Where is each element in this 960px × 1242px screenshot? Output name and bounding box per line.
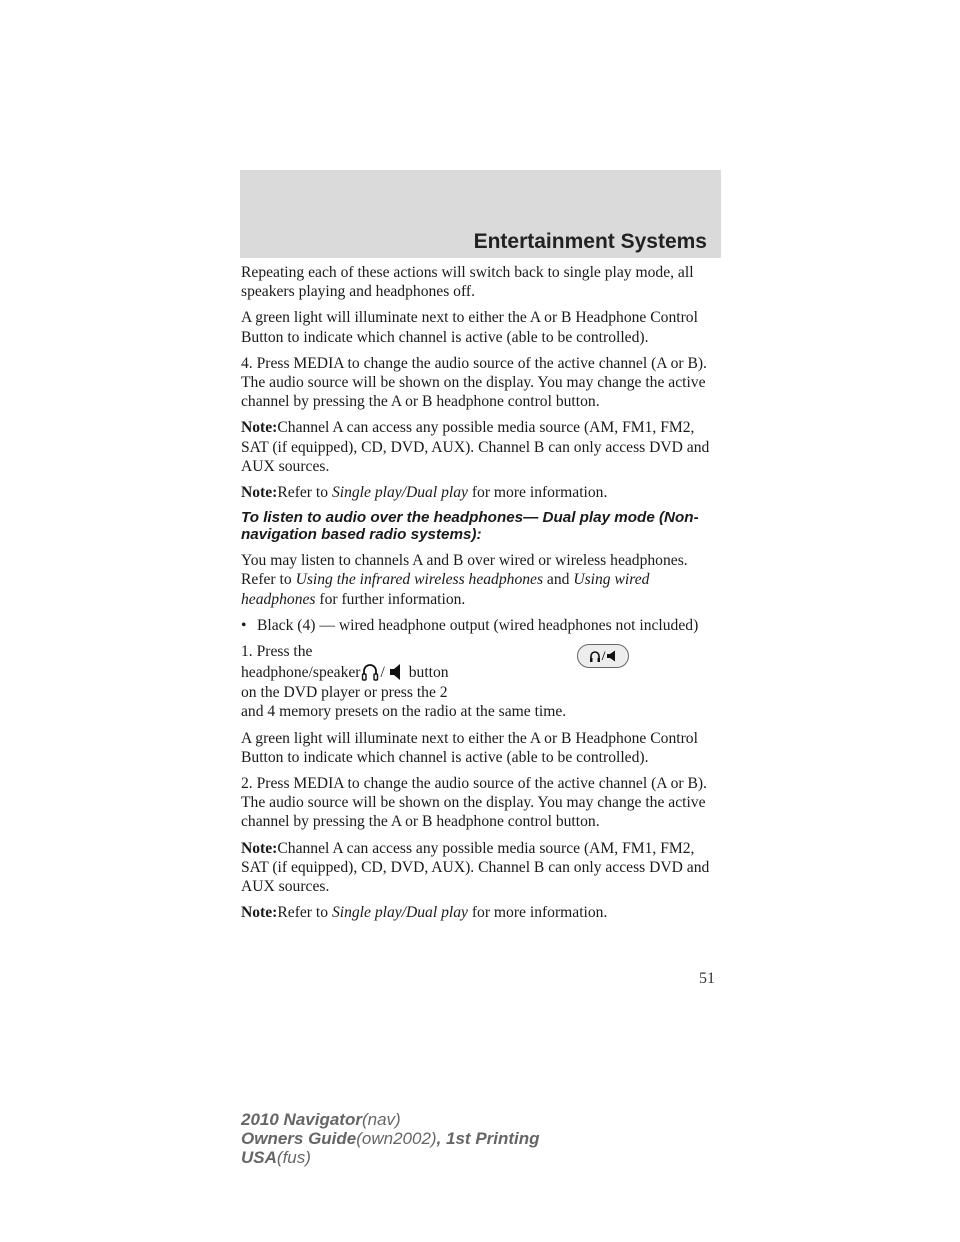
paragraph: 4. Press MEDIA to change the audio source of the active channel (A or B). The audio source will be shown on the display. You may change the active channel by pressing the A or B headphone control button.	[241, 354, 707, 411]
paragraph	[241, 551, 723, 609]
paragraph: A green light will illuminate next to either the A or B Headphone Control Button to indicate which channel is active (able to be controlled).	[241, 309, 698, 346]
step-text: headphone/speaker	[241, 663, 361, 681]
note-text: Refer to	[277, 904, 332, 922]
headphone-icon	[589, 649, 601, 663]
print-footer	[241, 1110, 540, 1167]
step-text: button	[404, 663, 449, 681]
step-text: and 4 memory presets on the radio at the same time.	[241, 703, 567, 721]
footer-printing: , 1st Printing	[436, 1129, 540, 1148]
note-label: Note:	[241, 484, 278, 502]
page-number: 51	[699, 970, 715, 987]
paragraph: A green light will illuminate next to either the A or B Headphone Control Button to indicate which channel is active (able to be controlled).	[241, 729, 698, 766]
note-text: Channel A can access any possible media source (AM, FM1, FM2, SAT (if equipped), CD, DVD, AUX). Channel B can only access DVD and AUX sources.	[241, 839, 710, 896]
step-text: 1. Press the	[241, 643, 313, 661]
paragraph: Repeating each of these actions will switch back to single play mode, all speakers playing and headphones off.	[241, 264, 694, 301]
icon-separator: /	[601, 648, 606, 664]
note	[241, 839, 723, 897]
cross-reference: Using wired headphones	[241, 571, 650, 608]
footer-guide: Owners Guide	[241, 1129, 357, 1148]
footer-region: USA	[241, 1148, 277, 1167]
note-text: for more information.	[467, 484, 608, 502]
icon-separator: /	[380, 663, 385, 681]
step-1	[241, 642, 723, 722]
footer-line	[241, 1110, 540, 1129]
footer-line	[241, 1148, 540, 1167]
subheading: To listen to audio over the headphones— Dual play mode (Non-navigation based radio systems):	[241, 509, 699, 544]
note-text: Refer to	[277, 484, 332, 502]
note	[241, 418, 723, 476]
paragraph: 2. Press MEDIA to change the audio source of the active channel (A or B). The audio source will be shown on the display. You may change the active channel by pressing the A or B headphone control button.	[241, 775, 707, 831]
bullet-item	[241, 616, 723, 635]
page-content	[241, 263, 723, 929]
paragraph-text: for further information.	[315, 590, 466, 608]
footer-code: (fus)	[276, 1148, 311, 1167]
footer-code: (own2002)	[356, 1129, 437, 1148]
headphone-icon	[361, 661, 379, 683]
speaker-icon	[606, 649, 617, 663]
bullet-dot: •	[241, 616, 247, 634]
headphone-speaker-button[interactable]	[577, 644, 629, 668]
bullet-text: Black (4) — wired headphone output (wired headphones not included)	[257, 616, 699, 634]
footer-code: (nav)	[361, 1110, 401, 1129]
note-label: Note:	[241, 419, 278, 437]
step-text-row	[241, 661, 723, 683]
cross-reference: Single play/Dual play	[331, 484, 468, 502]
cross-reference: Using the infrared wireless headphones	[295, 571, 544, 589]
step-text: on the DVD player or press the 2	[241, 684, 448, 702]
footer-line	[241, 1129, 540, 1148]
note-text: Channel A can access any possible media source (AM, FM1, FM2, SAT (if equipped), CD, DVD, AUX). Channel B can only access DVD and AUX sources.	[241, 419, 710, 475]
note-label: Note:	[241, 839, 278, 857]
footer-model: 2010 Navigator	[241, 1110, 362, 1129]
paragraph-text: You may listen to channels A and B over wired or wireless headphones. Refer to	[241, 552, 688, 589]
paragraph-text: and	[543, 571, 574, 589]
note-text: for more information.	[467, 904, 608, 922]
note	[241, 903, 723, 922]
note-label: Note:	[241, 904, 278, 922]
speaker-icon	[387, 661, 405, 683]
section-title: Entertainment Systems	[473, 230, 707, 253]
note	[241, 483, 723, 502]
section-header-band	[240, 170, 721, 258]
cross-reference: Single play/Dual play	[331, 904, 468, 922]
